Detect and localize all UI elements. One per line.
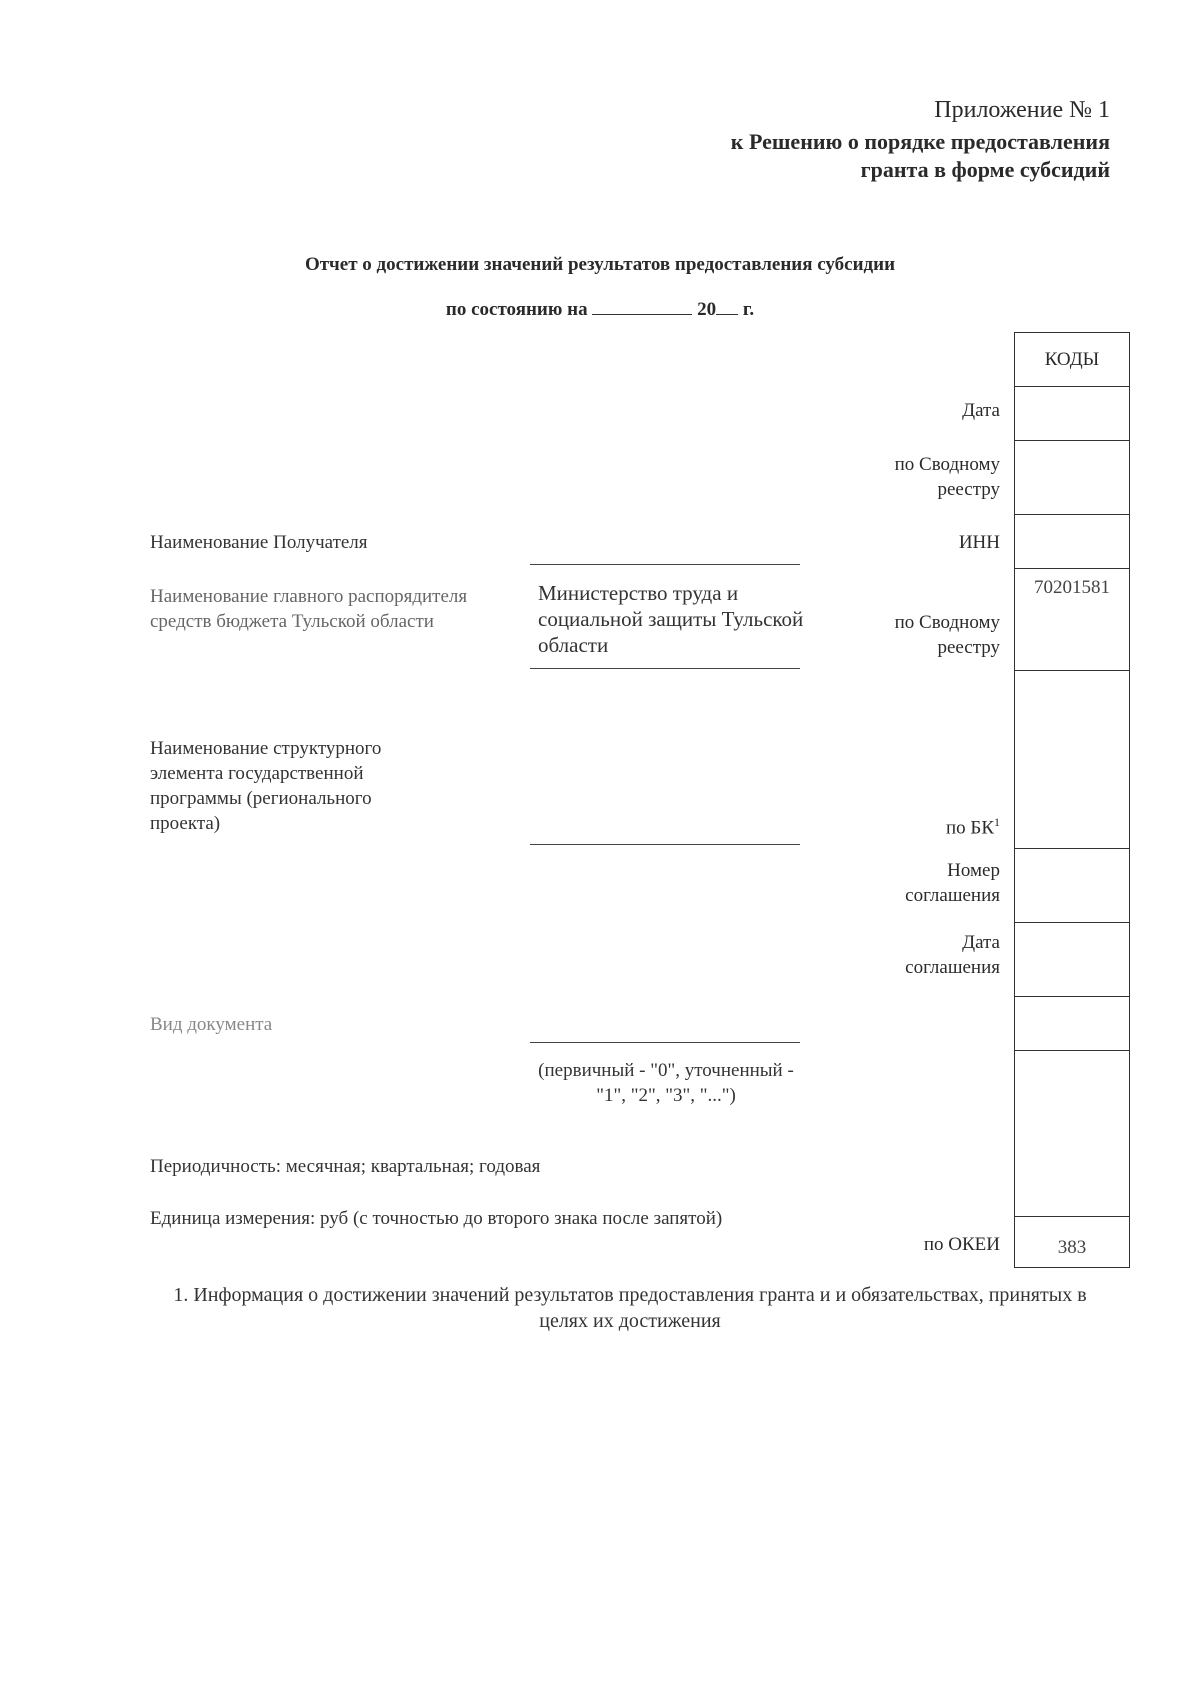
chief-admin-label: Наименование главного распорядителя средств бюджета Тульской области	[150, 586, 468, 632]
doc-type-underline	[530, 1042, 800, 1043]
code-registry-cell-1	[1015, 440, 1129, 514]
year-blank	[716, 298, 738, 315]
chief-admin-underline	[530, 668, 800, 669]
codes-column	[1014, 332, 1130, 1268]
bk-label: по $БК^1$	[945, 815, 1000, 839]
section-1-heading: 1. Информация о достижении значений результатов предоставления гранта и и обязательствах, принятых в целях их достижения	[173, 1284, 1087, 1332]
struct-element-underline	[530, 844, 800, 845]
chief-admin-value: Министерство труда и социальной защиты Тульской области	[538, 581, 804, 657]
registry-label-1: по Сводному реестру	[894, 454, 1000, 500]
registry-label-2: по Сводному реестру	[894, 612, 1000, 658]
report-title: Отчет о достижении значений результатов предоставления субсидии	[304, 254, 896, 275]
code-agreement-number-cell	[1015, 848, 1129, 922]
annex-number: Приложение № 1	[934, 97, 1110, 123]
codes-header: КОДЫ	[1015, 332, 1129, 386]
unit-text: Единица измерения: руб (с точностью до второго знака после запятой)	[150, 1208, 723, 1229]
okei-label: по ОКЕИ	[923, 1234, 1000, 1255]
agreement-date-label: Дата соглашения	[905, 932, 1000, 978]
doc-type-hint: (первичный - "0", уточненный - "1", "2", "3", "...")	[538, 1060, 794, 1106]
periodicity-text: Периодичность: месячная; квартальная; годовая	[150, 1156, 541, 1177]
inn-label: ИНН	[958, 532, 1000, 553]
code-date-cell	[1015, 386, 1129, 440]
code-okei-cell: 383	[1015, 1216, 1129, 1268]
annex-reference-line-2: гранта в форме субсидий	[860, 157, 1110, 182]
code-blank-cell	[1015, 1050, 1129, 1216]
recipient-label: Наименование Получателя	[150, 532, 368, 553]
code-inn-cell	[1015, 514, 1129, 568]
doc-type-label: Вид документа	[150, 1014, 273, 1035]
date-blank	[592, 298, 692, 315]
code-bk-cell	[1015, 670, 1129, 848]
annex-reference-line: к Решению о порядке предоставления	[730, 129, 1110, 154]
code-doc-type-cell	[1015, 996, 1129, 1050]
recipient-underline	[530, 564, 800, 565]
date-label: Дата	[962, 400, 1000, 421]
struct-element-label: Наименование структурного элемента государственной программы (регионального проекта)	[150, 738, 382, 834]
report-date-line: по состоянию на 20 г.	[445, 299, 755, 320]
agreement-number-label: Номер соглашения	[905, 860, 1000, 906]
code-agreement-date-cell	[1015, 922, 1129, 996]
code-registry-cell-2: 70201581	[1015, 568, 1129, 670]
